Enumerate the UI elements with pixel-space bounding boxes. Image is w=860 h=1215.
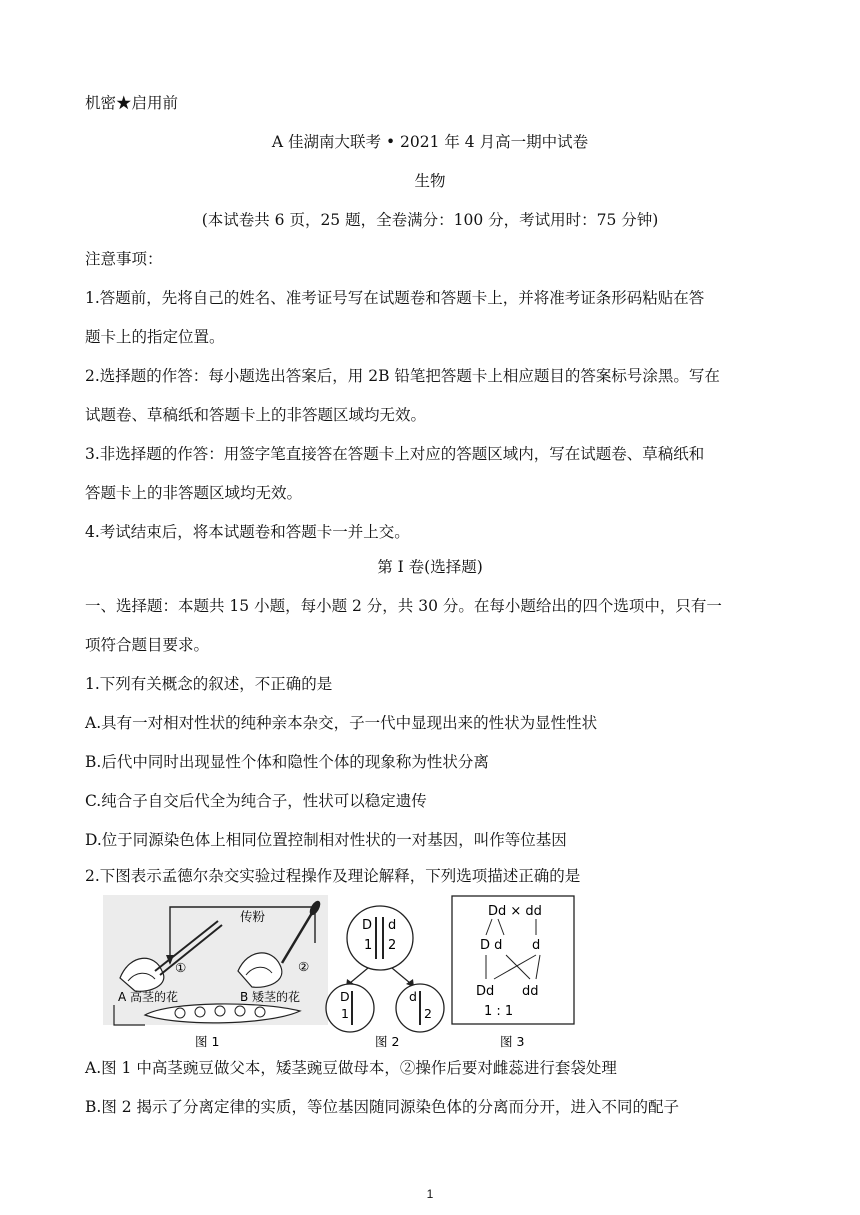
parent-chromosome-2: 2 [388, 938, 397, 953]
notice-line: 试题卷、草稿纸和答题卡上的非答题区域均无效。 [85, 406, 427, 424]
question-1-stem: 1.下列有关概念的叙述，不正确的是 [85, 675, 333, 693]
offspring-dd-recessive: dd [522, 984, 539, 999]
question-2-option-b: B.图 2 揭示了分离定律的实质，等位基因随同源染色体的分离而分开，进入不同的配子 [85, 1098, 680, 1116]
notice-line: 4.考试结束后，将本试题卷和答题卡一并上交。 [85, 523, 410, 541]
offspring-ratio: 1 : 1 [484, 1004, 514, 1019]
section-intro: 一、选择题：本题共 15 小题，每小题 2 分，共 30 分。在每小题给出的四个选项中，只有一 [85, 597, 722, 615]
page-number: 1 [426, 1187, 434, 1201]
notice-line: 3.非选择题的作答：用签字笔直接答在答题卡上对应的答题区域内，写在试题卷、草稿纸和 [85, 445, 705, 463]
figure-3-cross-diagram [452, 896, 574, 1049]
question-2-option-a: A.图 1 中高茎豌豆做父本，矮茎豌豆做母本，②操作后要对雌蕊进行套袋处理 [85, 1059, 617, 1077]
figure-1-caption: 图 1 [195, 1034, 220, 1049]
notice-heading: 注意事项： [85, 250, 163, 268]
flower-b-label: B 矮茎的花 [240, 990, 301, 1004]
gamete-2-number: 2 [424, 1006, 432, 1021]
figure-2-meiosis [326, 906, 444, 1049]
parent-gene-left: D [362, 918, 373, 933]
cross-label: Dd × dd [488, 904, 542, 919]
figure-2-caption: 图 2 [375, 1034, 400, 1049]
question-1-option-c: C.纯合子自交后代全为纯合子，性状可以稳定遗传 [85, 792, 427, 810]
parent-chromosome-1: 1 [364, 938, 373, 953]
step-1-marker: ① [175, 960, 187, 975]
notice-line: 2.选择题的作答：每小题选出答案后，用 2B 铅笔把答题卡上相应题目的答案标号涂黑。写在 [85, 367, 720, 385]
figure-1-pollination [103, 895, 328, 1049]
gametes-left: D d [480, 938, 503, 953]
flower-a-label: A 高茎的花 [118, 990, 179, 1004]
section-intro: 项符合题目要求。 [85, 636, 210, 654]
section-title: 第 I 卷(选择题) [377, 558, 483, 576]
pollination-label: 传粉 [240, 909, 266, 924]
gametes-right: d [532, 938, 541, 953]
figure-3-caption: 图 3 [500, 1034, 525, 1049]
gamete-2-gene: d [409, 989, 417, 1004]
question-2-figures [100, 893, 580, 1053]
exam-title: A 佳湖南大联考 • 2021 年 4 月高一期中试卷 [271, 133, 589, 151]
question-1-option-b: B.后代中同时出现显性个体和隐性个体的现象称为性状分离 [85, 753, 489, 771]
parent-gene-right: d [388, 918, 397, 933]
gamete-1-gene: D [340, 989, 350, 1004]
question-1-option-a: A.具有一对相对性状的纯种亲本杂交，子一代中显现出来的性状为显性性状 [85, 714, 598, 732]
question-1-option-d: D.位于同源染色体上相同位置控制相对性状的一对基因，叫作等位基因 [85, 831, 567, 849]
step-2-marker: ② [298, 959, 310, 974]
confidential-mark: 机密★启用前 [85, 94, 179, 112]
notice-line: 1.答题前，先将自己的姓名、准考证号写在试题卷和答题卡上，并将准考证条形码粘贴在答 [85, 289, 705, 307]
question-2-stem: 2.下图表示孟德尔杂交实验过程操作及理论解释，下列选项描述正确的是 [85, 867, 581, 885]
exam-info: (本试卷共 6 页，25 题，全卷满分：100 分，考试用时：75 分钟) [201, 211, 659, 229]
gamete-1-number: 1 [341, 1006, 349, 1021]
notice-line: 题卡上的指定位置。 [85, 328, 225, 346]
offspring-dd-dominant: Dd [476, 984, 495, 999]
subject-title: 生物 [414, 172, 446, 190]
notice-line: 答题卡上的非答题区域均无效。 [85, 484, 303, 502]
